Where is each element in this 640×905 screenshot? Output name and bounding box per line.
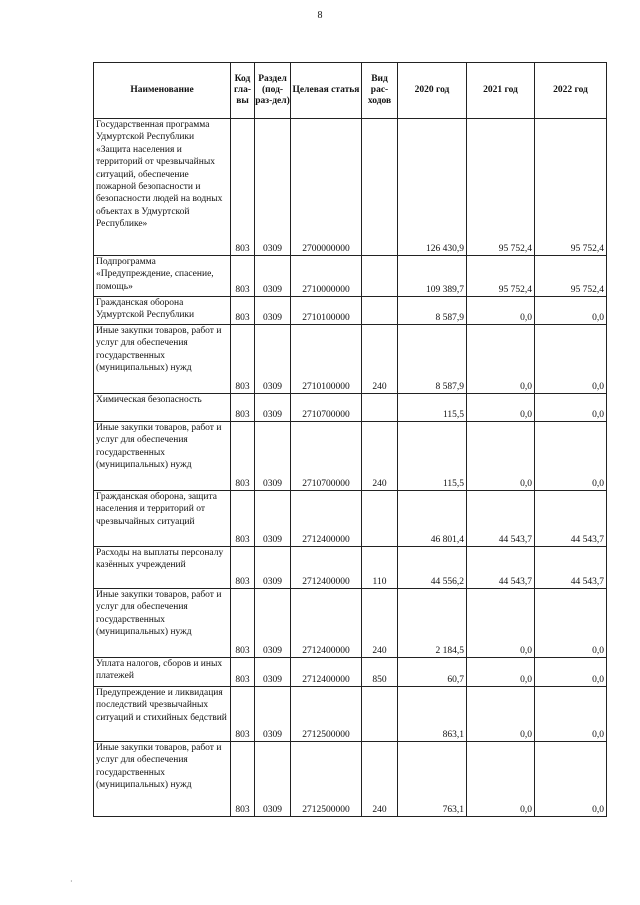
row-2020: 115,5 xyxy=(398,422,467,491)
row-article: 2710700000 xyxy=(291,394,362,422)
row-2021: 0,0 xyxy=(467,742,535,817)
budget-table xyxy=(93,62,607,817)
row-2021: 44 543,7 xyxy=(467,547,535,589)
row-expense xyxy=(362,687,398,742)
row-section: 0309 xyxy=(255,422,291,491)
row-2021: 95 752,4 xyxy=(467,119,535,256)
row-chapter: 803 xyxy=(231,742,255,817)
row-section: 0309 xyxy=(255,297,291,325)
row-2020: 126 430,9 xyxy=(398,119,467,256)
row-2020: 115,5 xyxy=(398,394,467,422)
row-chapter: 803 xyxy=(231,422,255,491)
row-expense: 110 xyxy=(362,547,398,589)
row-expense xyxy=(362,256,398,297)
row-2020: 2 184,5 xyxy=(398,589,467,658)
row-2022: 44 543,7 xyxy=(535,491,607,547)
row-2022: 0,0 xyxy=(535,325,607,394)
row-name: Подпрограмма «Предупреждение, спасение, помощь» xyxy=(94,256,231,297)
row-2022: 0,0 xyxy=(535,589,607,658)
table-row xyxy=(94,491,607,547)
row-name: Иные закупки товаров, работ и услуг для обеспечения государственных (муниципальных) нужд xyxy=(94,325,231,394)
row-section: 0309 xyxy=(255,589,291,658)
row-expense xyxy=(362,394,398,422)
row-article: 2712500000 xyxy=(291,742,362,817)
table-row xyxy=(94,325,607,394)
row-2022: 95 752,4 xyxy=(535,119,607,256)
row-2020: 109 389,7 xyxy=(398,256,467,297)
row-name: Иные закупки товаров, работ и услуг для обеспечения государственных (муниципальных) нужд xyxy=(94,742,231,817)
row-2022: 44 543,7 xyxy=(535,547,607,589)
row-expense xyxy=(362,491,398,547)
header-2020: 2020 год xyxy=(398,63,467,119)
row-section: 0309 xyxy=(255,256,291,297)
row-2020: 763,1 xyxy=(398,742,467,817)
row-chapter: 803 xyxy=(231,325,255,394)
row-article: 2712400000 xyxy=(291,547,362,589)
row-name: Уплата налогов, сборов и иных платежей xyxy=(94,658,231,687)
table-row xyxy=(94,687,607,742)
row-2022: 0,0 xyxy=(535,742,607,817)
row-article: 2712400000 xyxy=(291,658,362,687)
row-section: 0309 xyxy=(255,687,291,742)
row-2022: 0,0 xyxy=(535,687,607,742)
header-chapter: Код гла-вы xyxy=(231,63,255,119)
row-expense xyxy=(362,119,398,256)
row-2021: 0,0 xyxy=(467,394,535,422)
row-chapter: 803 xyxy=(231,491,255,547)
header-article: Целевая статья xyxy=(291,63,362,119)
header-name: Наименование xyxy=(94,63,231,119)
row-section: 0309 xyxy=(255,325,291,394)
table-row xyxy=(94,297,607,325)
row-2021: 0,0 xyxy=(467,658,535,687)
row-article: 2710700000 xyxy=(291,422,362,491)
row-name: Гражданская оборона Удмуртской Республики xyxy=(94,297,231,325)
row-2020: 8 587,9 xyxy=(398,325,467,394)
row-article: 2712400000 xyxy=(291,589,362,658)
row-2022: 0,0 xyxy=(535,422,607,491)
row-name: Иные закупки товаров, работ и услуг для обеспечения государственных (муниципальных) нужд xyxy=(94,422,231,491)
row-chapter: 803 xyxy=(231,256,255,297)
table-row xyxy=(94,256,607,297)
row-expense xyxy=(362,297,398,325)
row-name: Иные закупки товаров, работ и услуг для обеспечения государственных (муниципальных) нужд xyxy=(94,589,231,658)
row-expense: 240 xyxy=(362,742,398,817)
row-2021: 0,0 xyxy=(467,297,535,325)
row-chapter: 803 xyxy=(231,547,255,589)
row-section: 0309 xyxy=(255,394,291,422)
row-article: 2710100000 xyxy=(291,325,362,394)
row-chapter: 803 xyxy=(231,297,255,325)
row-name: Государственная программа Удмуртской Республики «Защита населения и территорий от чрезвычайных ситуаций, обеспечение пожарной безопасности и безопасности людей на водных объектах в Удмуртской Республике» xyxy=(94,119,231,256)
header-2022: 2022 год xyxy=(535,63,607,119)
table-row xyxy=(94,422,607,491)
row-chapter: 803 xyxy=(231,658,255,687)
row-2020: 44 556,2 xyxy=(398,547,467,589)
row-2021: 0,0 xyxy=(467,422,535,491)
row-name: Химическая безопасность xyxy=(94,394,231,422)
row-2022: 0,0 xyxy=(535,394,607,422)
scan-mark: · xyxy=(70,877,73,886)
header-expense: Вид рас-ходов xyxy=(362,63,398,119)
header-2021: 2021 год xyxy=(467,63,535,119)
row-section: 0309 xyxy=(255,547,291,589)
row-chapter: 803 xyxy=(231,119,255,256)
row-article: 2710000000 xyxy=(291,256,362,297)
row-2020: 8 587,9 xyxy=(398,297,467,325)
row-2021: 44 543,7 xyxy=(467,491,535,547)
table-row xyxy=(94,394,607,422)
row-2022: 0,0 xyxy=(535,297,607,325)
table-row xyxy=(94,119,607,256)
row-2020: 863,1 xyxy=(398,687,467,742)
row-expense: 240 xyxy=(362,325,398,394)
row-chapter: 803 xyxy=(231,687,255,742)
row-name: Гражданская оборона, защита населения и территорий от чрезвычайных ситуаций xyxy=(94,491,231,547)
row-2022: 95 752,4 xyxy=(535,256,607,297)
row-2021: 0,0 xyxy=(467,687,535,742)
row-2020: 60,7 xyxy=(398,658,467,687)
header-section: Раздел (под-раз-дел) xyxy=(255,63,291,119)
header-row xyxy=(94,63,607,119)
table-row xyxy=(94,547,607,589)
row-section: 0309 xyxy=(255,742,291,817)
row-2021: 95 752,4 xyxy=(467,256,535,297)
row-chapter: 803 xyxy=(231,589,255,658)
row-section: 0309 xyxy=(255,658,291,687)
row-2021: 0,0 xyxy=(467,325,535,394)
row-2022: 0,0 xyxy=(535,658,607,687)
table-row xyxy=(94,742,607,817)
row-chapter: 803 xyxy=(231,394,255,422)
row-article: 2710100000 xyxy=(291,297,362,325)
page-number: 8 xyxy=(317,10,323,21)
row-name: Расходы на выплаты персоналу казённых учреждений xyxy=(94,547,231,589)
row-expense: 850 xyxy=(362,658,398,687)
row-section: 0309 xyxy=(255,119,291,256)
row-article: 2712500000 xyxy=(291,687,362,742)
row-article: 2712400000 xyxy=(291,491,362,547)
row-expense: 240 xyxy=(362,422,398,491)
row-2021: 0,0 xyxy=(467,589,535,658)
row-section: 0309 xyxy=(255,491,291,547)
row-article: 2700000000 xyxy=(291,119,362,256)
row-2020: 46 801,4 xyxy=(398,491,467,547)
row-name: Предупреждение и ликвидация последствий чрезвычайных ситуаций и стихийных бедствий xyxy=(94,687,231,742)
row-expense: 240 xyxy=(362,589,398,658)
table-row xyxy=(94,589,607,658)
table-row xyxy=(94,658,607,687)
